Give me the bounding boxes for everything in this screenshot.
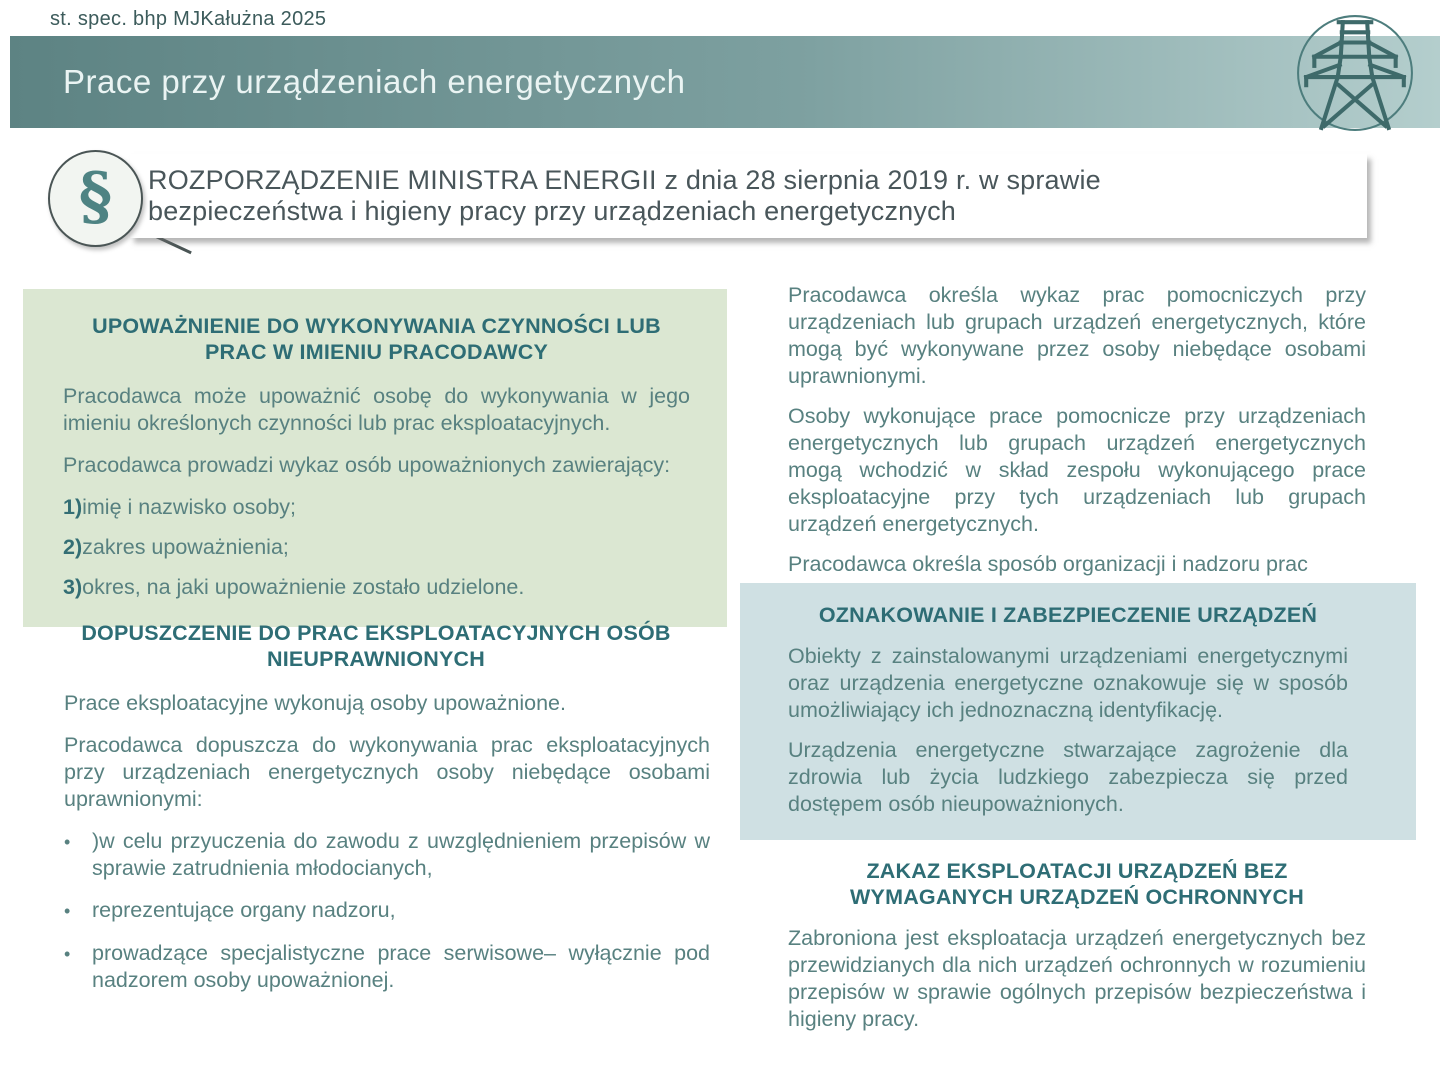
auxiliary-para-1: Pracodawca określa wykaz prac pomocniczych przy urządzeniach lub grupach urządzeń energetycznych, które mogą być wykonywane przez osoby niebędące osobami uprawnionymi. [788,283,1366,388]
prohibition-para-1: Zabroniona jest eksploatacja urządzeń energetycznych bez przewidzianych dla nich urządzeń ochronnych w rozumieniu przepisów w sprawie ogólnych przepisów bezpieczeństwa i higieny pracy. [788,926,1366,1031]
header-bar [10,36,1440,128]
page-title: Prace przy urządzeniach energetycznych [63,63,686,100]
bullet-icon [64,897,92,925]
list-item-text: okres, na jaki upoważnienie zostało udzielone. [82,575,525,599]
list-item [63,574,690,601]
authorization-box [23,289,727,627]
admission-para-1: Prace eksploatacyjne wykonują osoby upoważnione. [64,691,566,715]
auxiliary-para-3: Pracodawca określa sposób organizacji i nadzoru prac [788,552,1308,576]
credit-text: st. spec. bhp MJKałużna 2025 [50,8,327,30]
bullet-item [64,897,710,925]
admission-heading: DOPUSZCZENIE DO PRAC EKSPLOATACYJNYCH OSÓB NIEUPRAWNIONYCH [81,621,671,671]
regulation-banner [130,154,1367,238]
admission-section [40,620,712,1009]
list-item [63,534,690,561]
auxiliary-para-2: Osoby wykonujące prace pomocnicze przy urządzeniach energetycznych lub grupach urządzeń energetycznych mogą wchodzić w skład zespołu wykonującego prace eksploatacyjne przy tych urządzeniach lub grupach urządzeń energetycznych. [788,404,1366,536]
bullet-icon [64,828,92,882]
auxiliary-works-paragraphs [788,282,1366,591]
regulation-title: ROZPORZĄDZENIE MINISTRA ENERGII z dnia 28 sierpnia 2019 r. w sprawie bezpieczeństwa i higieny pracy przy urządzeniach energetycznych [148,165,1101,226]
list-item-number: 1) [63,495,83,519]
marking-heading: OZNAKOWANIE I ZABEZPIECZENIE URZĄDZEŃ [818,603,1318,627]
list-item-number: 3) [63,575,83,599]
section-sign-glyph: § [78,158,113,234]
bullet-text: reprezentujące organy nadzoru, [92,898,396,922]
list-item-text: imię i nazwisko osoby; [82,495,297,519]
transmission-tower-icon [1294,12,1416,134]
bullet-item [64,828,710,882]
section-sign-icon [48,150,143,247]
list-item-number: 2) [63,535,83,559]
authorization-heading: UPOWAŻNIENIE DO WYKONYWANIA CZYNNOŚCI LUB PRAC W IMIENIU PRACODAWCY [92,314,661,364]
bullet-icon [64,940,92,994]
prohibition-heading: ZAKAZ EKSPLOATACJI URZĄDZEŃ BEZ WYMAGANYCH URZĄDZEŃ OCHRONNYCH [850,859,1304,909]
authorization-para-2: Pracodawca prowadzi wykaz osób upoważnionych zawierający: [63,453,671,477]
prohibition-section [788,858,1366,1033]
bullet-text: )w celu przyuczenia do zawodu z uwzględnieniem przepisów w sprawie zatrudnienia młodocianych, [92,829,710,880]
authorization-para-1: Pracodawca może upoważnić osobę do wykonywania w jego imieniu określonych czynności lub prac eksploatacyjnych. [63,384,690,435]
bullet-item [64,940,710,994]
marking-box [740,583,1416,840]
bullet-text: prowadzące specjalistyczne prace serwisowe– wyłącznie pod nadzorem osoby upoważnionej. [92,941,710,992]
marking-para-2: Urządzenia energetyczne stwarzające zagrożenie dla zdrowia lub życia ludzkiego zabezpiecza się przed dostępem osób nieupoważnionych. [788,738,1348,816]
marking-para-1: Obiekty z zainstalowanymi urządzeniami energetycznymi oraz urządzenia energetyczne oznakowuje się w sposób umożliwiający ich jednoznaczną identyfikację. [788,644,1348,722]
admission-para-2: Pracodawca dopuszcza do wykonywania prac eksploatacyjnych przy urządzeniach energetycznych osoby niebędące osobami uprawnionymi: [64,733,710,811]
list-item-text: zakres upoważnienia; [82,535,289,559]
list-item [63,494,690,521]
